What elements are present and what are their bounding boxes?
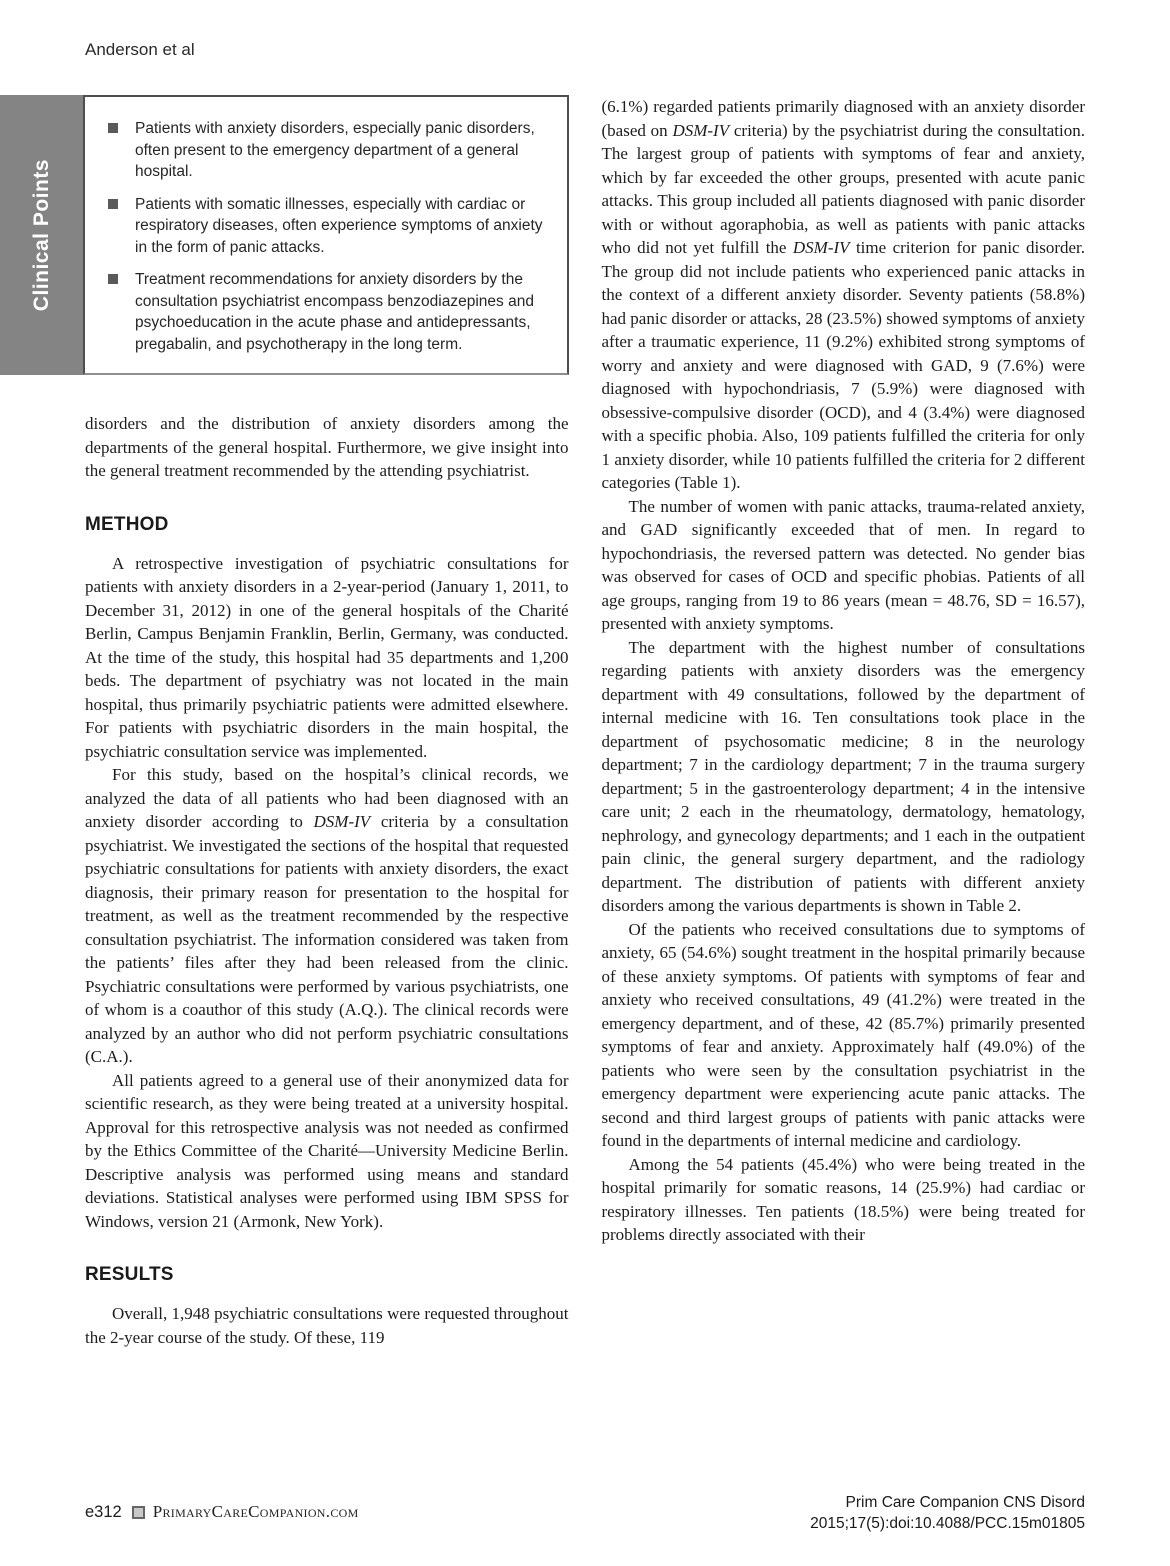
running-head: Anderson et al [85, 40, 195, 59]
clinical-points-box [0, 95, 569, 375]
clinical-points-tab-label: Clinical Points [29, 158, 53, 312]
clinical-point-item [106, 194, 551, 259]
content-columns [29, 95, 1086, 1349]
paragraph: Among the 54 patients (45.4%) who were being treated in the hospital primarily for somatic reasons, 14 (25.9%) had cardiac or respiratory illnesses. Ten patients (18.5%) were being treated for problems directly associated with their [601, 1154, 1085, 1244]
square-bullet-icon [108, 123, 118, 133]
paragraph: The number of women with panic attacks, trauma-related anxiety, and GAD significantly exceeded that of men. In regard to hypochondriasis, the reversed pattern was detected. No gender bias was observed for cases of OCD and specific phobias. Patients of all age groups, ranging from 19 to 86 years (mean = 48.76, SD = 16.57), presented with anxiety symptoms. [601, 496, 1085, 633]
left-column-text [85, 412, 569, 1349]
paragraph: Overall, 1,948 psychiatric consultations were requested throughout the 2-year course of the study. Of these, 119 [85, 1304, 569, 1347]
paragraph: All patients agreed to a general use of their anonymized data for scientific research, as they were being treated at a university hospital. Approval for this retrospective analysis was not needed as confirmed by the Ethics Committee of the Charité—University Medicine Berlin. Descriptive analysis was performed using means and standard deviations. Statistical analyses were performed using IBM SPSS for Windows, version 21 (Armonk, New York). [85, 1070, 569, 1231]
journal-website: PrimaryCareCompanion.com [152, 1502, 359, 1521]
section-heading: METHOD [85, 513, 169, 535]
clinical-point-text: Patients with somatic illnesses, especially with cardiac or respiratory diseases, often experience symptoms of anxiety in the form of panic attacks. [135, 195, 543, 256]
square-bullet-icon [132, 1506, 145, 1519]
right-column [602, 95, 1086, 1247]
paragraph: The department with the highest number of consultations regarding patients with anxiety disorders was the emergency department with 49 consultations, followed by the department of internal medicine with 16. Ten consultations took place in the department of psychosomatic medicine; 8 in the neurology department; 7 in the cardiology department; 7 in the trauma surgery department; 5 in the gastroenterology department; 4 in the intensive care unit; 2 each in the rheumatology, dermatology, hematology, nephrology, and gynecology departments; and 1 each in the outpatient pain clinic, the general surgery department, and the radiology department. The distribution of patients with different anxiety disorders among the various departments is shown in Table 2. [601, 637, 1085, 915]
paragraph: For this study, based on the hospital’s clinical records, we analyzed the data of all patients who had been diagnosed with an anxiety disorder according to DSM-IV criteria by a consultation psychiatrist. We investigated the sections of the hospital that requested psychiatric consultations for patients with anxiety disorders, the exact diagnosis, their primary reason for presentation to the hospital for treatment, as well as the treatment recommended by the respective consultation psychiatrist. The information considered was taken from the patients’ files after they had been released from the clinic. Psychiatric consultations were performed by various psychiatrists, one of whom is a coauthor of this study (A.Q.). The clinical records were analyzed by an author who did not perform psychiatric consultations (C.A.). [85, 765, 569, 1066]
clinical-points-panel [83, 95, 569, 375]
paragraph: disorders and the distribution of anxiety disorders among the departments of the general hospital. Furthermore, we give insight into the general treatment recommended by the attending psychiatrist. [85, 414, 569, 480]
square-bullet-icon [108, 274, 118, 284]
clinical-point-item [106, 269, 551, 355]
clinical-point-text: Patients with anxiety disorders, especially panic disorders, often present to the emergency department of a general hospital. [135, 120, 535, 180]
clinical-point-item [106, 118, 551, 183]
right-column-text [602, 95, 1086, 1247]
paragraph: Of the patients who received consultations due to symptoms of anxiety, 65 (54.6%) sought treatment in the hospital primarily because of these anxiety symptoms. Of patients with symptoms of fear and anxiety who received consultations, 49 (41.2%) were treated in the emergency department, and of these, 42 (85.7%) primarily presented symptoms of fear and anxiety. Approximately half (49.0%) of the patients who were seen by the consultation psychiatrist in the emergency department were experiencing acute panic attacks. The second and third largest groups of patients with panic attacks were found in the departments of internal medicine and cardiology. [601, 919, 1085, 1150]
section-heading: RESULTS [85, 1264, 174, 1285]
journal-doi: 2015;17(5):doi:10.4088/PCC.15m01805 [810, 1515, 1085, 1532]
paragraph: (6.1%) regarded patients primarily diagnosed with an anxiety disorder (based on DSM-IV criteria) by the psychiatrist during the consultation. The largest group of patients with symptoms of fear and anxiety, which by far exceeded the other groups, presented with acute panic attacks. This group included all patients diagnosed with panic disorder with or without agoraphobia, as well as patients with panic attacks who did not yet fulfill the DSM-IV time criterion for panic disorder. The group did not include patients who experienced panic attacks in the context of a different anxiety disorder. Seventy patients (58.8%) had panic disorder or attacks, 28 (23.5%) showed symptoms of anxiety after a traumatic experience, 11 (9.2%) exhibited strong symptoms of worry and anxiety and were diagnosed with GAD, 9 (7.6%) were diagnosed with hypochondriasis, 7 (5.9%) were diagnosed with obsessive-compulsive disorder (OCD), and 4 (3.4%) were diagnosed with a specific phobia. Also, 109 patients fulfilled the criteria for only 1 anxiety disorder, while 10 patients fulfilled the criteria for 2 different categories (Table 1). [601, 97, 1086, 492]
clinical-points-list [106, 118, 551, 355]
journal-name: Prim Care Companion CNS Disord [845, 1494, 1085, 1511]
page-number: e312 [85, 1502, 122, 1521]
left-column [29, 95, 569, 1349]
clinical-points-tab [0, 95, 83, 375]
clinical-point-text: Treatment recommendations for anxiety disorders by the consultation psychiatrist encompass benzodiazepines and psychoeducation in the acute phase and antidepressants, pregabalin, and psychotherapy in the long term. [135, 271, 534, 353]
square-bullet-icon [108, 199, 118, 209]
paragraph: A retrospective investigation of psychiatric consultations for patients with anxiety disorders in a 2-year-period (January 1, 2011, to December 31, 2012) in one of the general hospitals of the Charité Berlin, Campus Benjamin Franklin, Berlin, Germany, was conducted. At the time of the study, this hospital had 35 departments and 1,200 beds. The department of psychiatry was not located in the main hospital, thus primarily psychiatric patients were admitted elsewhere. For patients with psychiatric disorders in the main hospital, the psychiatric consultation service was implemented. [85, 553, 569, 761]
footer-left [85, 1502, 359, 1522]
footer-right [810, 1492, 1085, 1534]
